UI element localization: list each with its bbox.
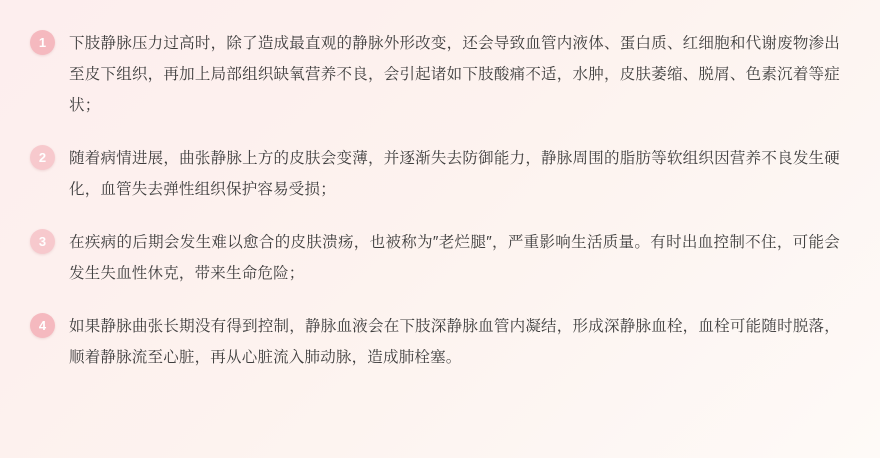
item-number-badge: 3	[30, 229, 55, 254]
item-number-badge: 2	[30, 145, 55, 170]
list-item	[30, 227, 840, 289]
item-text: 在疾病的后期会发生难以愈合的皮肤溃疡，也被称为″老烂腿″，严重影响生活质量。有时出血控制不住，可能会发生失血性休克，带来生命危险；	[69, 234, 840, 282]
item-text: 随着病情进展，曲张静脉上方的皮肤会变薄，并逐渐失去防御能力，静脉周围的脂肪等软组织因营养不良发生硬化，血管失去弹性组织保护容易受损；	[69, 150, 840, 198]
item-text: 下肢静脉压力过高时，除了造成最直观的静脉外形改变，还会导致血管内液体、蛋白质、红细胞和代谢废物渗出至皮下组织，再加上局部组织缺氧营养不良，会引起诸如下肢酸痛不适，水肿，皮肤萎缩、脱屑、色素沉着等症状；	[69, 35, 840, 114]
list-item	[30, 143, 840, 205]
item-number-badge: 1	[30, 30, 55, 55]
list-item	[30, 28, 840, 121]
item-number-badge: 4	[30, 313, 55, 338]
list-item	[30, 311, 840, 373]
item-text: 如果静脉曲张长期没有得到控制，静脉血液会在下肢深静脉血管内凝结，形成深静脉血栓，血栓可能随时脱落，顺着静脉流至心脏，再从心脏流入肺动脉，造成肺栓塞。	[69, 318, 840, 366]
